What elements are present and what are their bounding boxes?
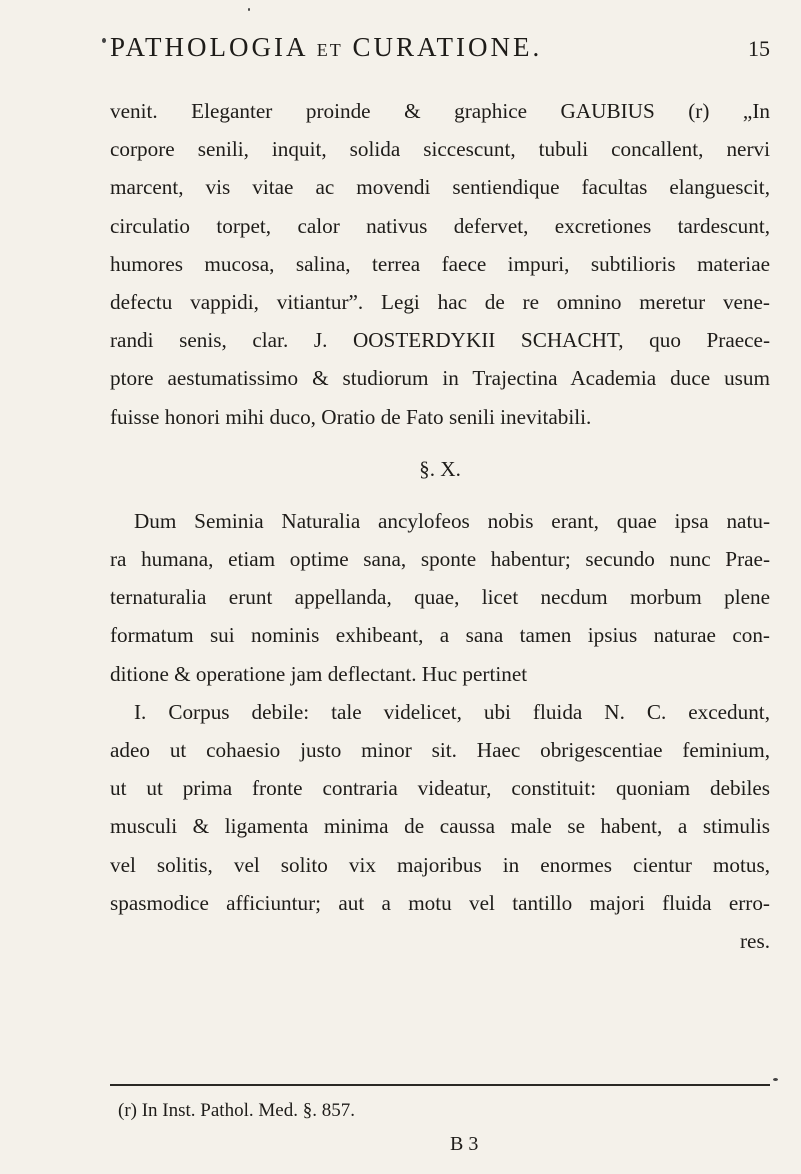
text-line: ra humana, etiam optime sana, sponte habentur; secundo nunc Prae- — [110, 547, 770, 572]
text-line: vel solitis, vel solito vix majoribus in enormes cientur motus, — [110, 852, 770, 877]
page-header — [110, 30, 770, 70]
running-head-right: CURATIONE. — [342, 32, 543, 62]
running-head-et: ET — [316, 40, 343, 60]
text-line: corpore senili, inquit, solida siccescunt, tubuli concallent, nervi — [110, 137, 770, 162]
section-heading: §. X. — [419, 456, 461, 481]
text-line: randi senis, clar. J. OOSTERDYKII SCHACHT, quo Praece- — [110, 328, 770, 353]
body-text — [110, 92, 770, 960]
text-line: humores mucosa, salina, terrea faece impuri, subtilioris materiae — [110, 251, 770, 276]
running-head-left: PATHOLOGIA — [110, 32, 317, 62]
catchword: res. — [739, 928, 770, 953]
text-line: Dum Seminia Naturalia ancylofeos nobis erant, quae ipsa natu- — [134, 508, 770, 533]
running-head — [110, 32, 542, 63]
text-line: adeo ut cohaesio justo minor sit. Haec obrigescentiae feminium, — [110, 738, 770, 762]
text-line: defectu vappidi, vitiantur”. Legi hac de re omnino meretur vene- — [110, 289, 770, 314]
text-line: fuisse honori mihi duco, Oratio de Fato senili inevitabili. — [110, 404, 592, 429]
signature-mark: B 3 — [450, 1133, 479, 1155]
ink-speck — [773, 1078, 778, 1081]
text-line: ptore aestumatissimo & studiorum in Trajectina Academia duce usum — [110, 366, 770, 391]
text-line: venit. Eleganter proinde & graphice GAUBIUS (r) „In — [110, 99, 770, 123]
ink-speck — [248, 8, 250, 11]
footnote-rule — [110, 1084, 770, 1086]
footnote: (r) In Inst. Pathol. Med. §. 857. — [118, 1100, 355, 1121]
text-line: ditione & operatione jam deflectant. Huc pertinet — [110, 661, 528, 686]
text-line: I. Corpus debile: tale videlicet, ubi fluida N. C. excedunt, — [134, 699, 770, 724]
text-line: formatum sui nominis exhibeant, a sana tamen ipsius naturae con- — [110, 623, 770, 648]
text-line: spasmodice afficiuntur; aut a motu vel tantillo majori fluida erro- — [110, 890, 770, 915]
text-line: ternaturalia erunt appellanda, quae, licet necdum morbum plene — [110, 585, 770, 610]
page-number: 15 — [748, 36, 770, 61]
ink-speck — [102, 38, 106, 43]
text-line: musculi & ligamenta minima de caussa male se habent, a stimulis — [110, 814, 770, 839]
text-line: circulatio torpet, calor nativus defervet, excretiones tardescunt, — [110, 213, 770, 238]
text-line: ut ut prima fronte contraria videatur, constituit: quoniam debiles — [110, 776, 770, 801]
text-line: marcent, vis vitae ac movendi sentiendique facultas elanguescit, — [110, 175, 770, 200]
